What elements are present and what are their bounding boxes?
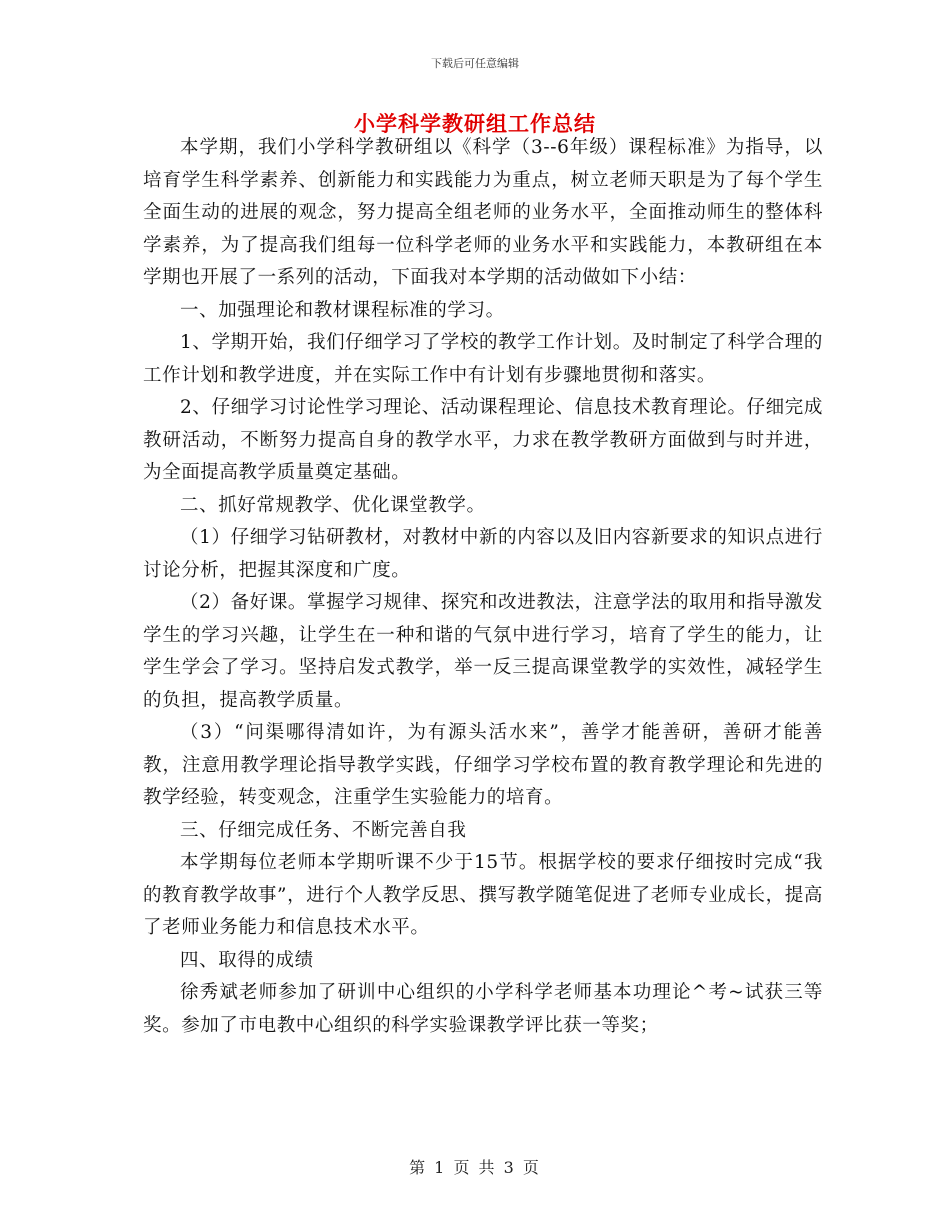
body-paragraph: （3）“问渠哪得清如许，为有源头活水来”，善学才能善研，善研才能善教，注意用教学理论指导教学实践，仔细学习学校布置的教育教学理论和先进的教学经验，转变观念，注重学生实验能力的培育。 (143, 722, 823, 808)
body-paragraph: 1、学期开始，我们仔细学习了学校的教学工作计划。及时制定了科学合理的工作计划和教学进度，并在实际工作中有计划有步骤地贯彻和落实。 (143, 332, 823, 386)
body-paragraph: （2）备好课。掌握学习规律、探究和改进教法，注意学法的取用和指导激发学生的学习兴趣，让学生在一种和谐的气氛中进行学习，培育了学生的能力，让学生学会了学习。坚持启发式教学，举一反三提高课堂教学的实效性，减轻学生的负担，提高教学质量。 (143, 592, 823, 711)
body-paragraph: （1）仔细学习钻研教材，对教材中新的内容以及旧内容新要求的知识点进行讨论分析，把握其深度和广度。 (143, 527, 823, 581)
section-heading-3: 三、仔细完成任务、不断完善自我 (180, 819, 467, 841)
document-body (143, 132, 823, 1042)
intro-paragraph: 本学期，我们小学科学教研组以《科学（3--6年级）课程标准》为指导，以培育学生科学素养、创新能力和实践能力为重点，树立老师天职是为了每个学生全面生动的进展的观念，努力提高全组老师的业务水平，全面推动师生的整体科学素养，为了提高我们组每一位科学老师的业务水平和实践能力，本教研组在本学期也开展了一系列的活动，下面我对本学期的活动做如下小结： (143, 137, 823, 288)
section-heading-4: 四、取得的成绩 (180, 949, 314, 971)
page-number: 第 1 页 共 3 页 (409, 1158, 541, 1177)
section-heading-2: 二、抓好常规教学、优化课堂教学。 (180, 494, 486, 516)
body-paragraph: 2、仔细学习讨论性学习理论、活动课程理论、信息技术教育理论。仔细完成教研活动，不断努力提高自身的教学水平，力求在教学教研方面做到与时并进，为全面提高教学质量奠定基础。 (143, 397, 823, 483)
body-paragraph: 徐秀斌老师参加了研训中心组织的小学科学老师基本功理论^考~试获三等奖。参加了市电教中心组织的科学实验课教学评比获一等奖； (143, 982, 823, 1036)
header-note: 下载后可任意编辑 (431, 57, 519, 70)
body-paragraph: 本学期每位老师本学期听课不少于15节。根据学校的要求仔细按时完成“我的教育教学故事”，进行个人教学反思、撰写教学随笔促进了老师专业成长，提高了老师业务能力和信息技术水平。 (143, 852, 823, 938)
section-heading-1: 一、加强理论和教材课程标准的学习。 (180, 299, 505, 321)
document-title: 小学科学教研组工作总结 (354, 111, 596, 136)
